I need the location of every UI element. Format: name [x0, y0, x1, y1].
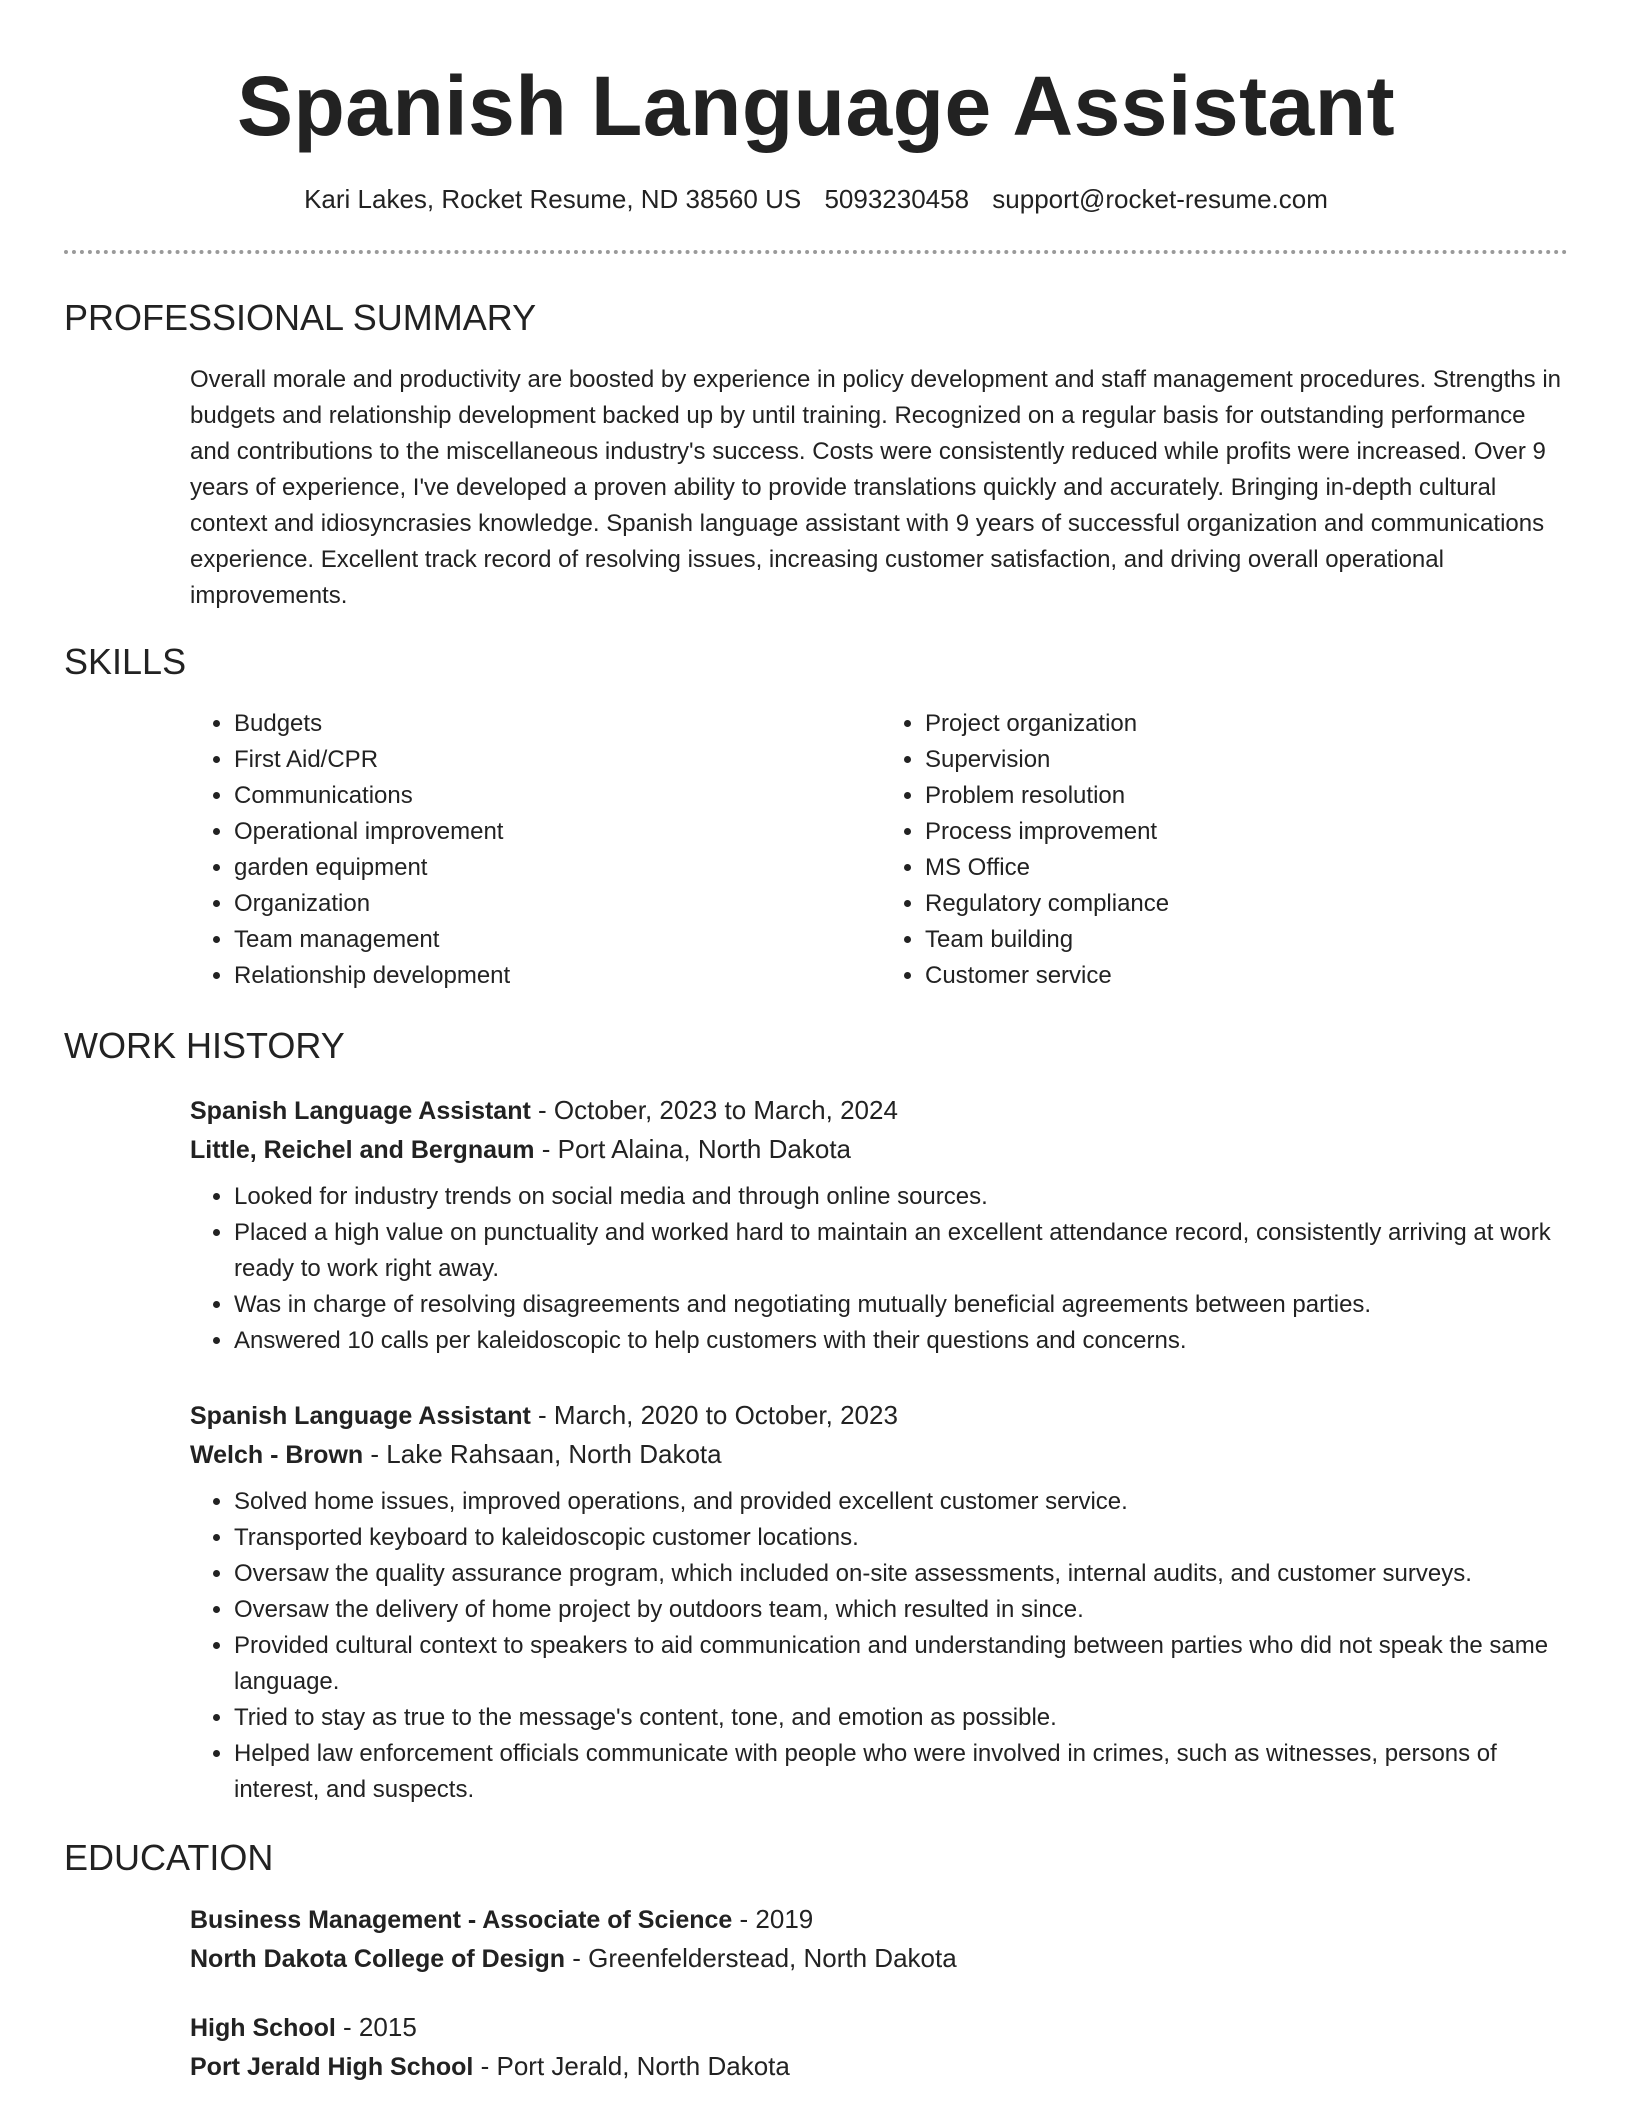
- job-company-line: [190, 1435, 1572, 1474]
- contact-email: support@rocket-resume.com: [992, 184, 1328, 214]
- skill-item: • Team building: [925, 922, 1572, 958]
- contact-line: [0, 182, 1632, 216]
- job-dates: - March, 2020 to October, 2023: [530, 1400, 898, 1430]
- skill-item: • Team management: [234, 922, 881, 958]
- skill-item: • Organization: [234, 886, 881, 922]
- degree-line: [190, 1900, 1572, 1939]
- job-dates: - October, 2023 to March, 2024: [530, 1095, 898, 1125]
- school-location: - Port Jerald, North Dakota: [473, 2051, 790, 2081]
- summary-heading: PROFESSIONAL SUMMARY: [64, 297, 537, 338]
- job-company: Little, Reichel and Bergnaum: [190, 1136, 535, 1164]
- skills-column-left: [190, 706, 881, 994]
- skill-item: • Problem resolution: [925, 778, 1572, 814]
- school-line: [190, 1939, 1572, 1978]
- skills-column-right: [881, 706, 1572, 994]
- skill-item: • Budgets: [234, 706, 881, 742]
- header-divider: [64, 250, 1568, 254]
- job-duty: • Solved home issues, improved operations, and provided excellent customer service.: [234, 1484, 1572, 1520]
- job-duty: • Transported keyboard to kaleidoscopic customer locations.: [234, 1520, 1572, 1556]
- job-location: - Lake Rahsaan, North Dakota: [363, 1439, 722, 1469]
- job-entry: [190, 1396, 1572, 1808]
- education-entry: [190, 2008, 1572, 2086]
- skill-item: • Process improvement: [925, 814, 1572, 850]
- resume-title: Spanish Language Assistant: [236, 59, 1396, 153]
- job-company-line: [190, 1130, 1572, 1169]
- summary-block: [190, 362, 1572, 614]
- skill-item: • garden equipment: [234, 850, 881, 886]
- school-name: North Dakota College of Design: [190, 1945, 566, 1973]
- skill-item: • Project organization: [925, 706, 1572, 742]
- education-heading: EDUCATION: [64, 1837, 274, 1878]
- education-entry: [190, 1900, 1572, 1978]
- skill-item: • First Aid/CPR: [234, 742, 881, 778]
- summary-text: Overall morale and productivity are boosted by experience in policy development and staff management procedures. Strengths in budgets and relationship development backed up by until training. Recognized on a regular basis for outstanding performance and contributions to the miscellaneous industry's success. Costs were consistently reduced while profits were increased. Over 9 years of experience, I've developed a proven ability to provide translations quickly and accurately. Bringing in-depth cultural context and idiosyncrasies knowledge. Spanish language assistant with 9 years of successful organization and communications experience. Excellent track record of resolving issues, increasing customer satisfaction, and driving overall operational improvements.: [190, 366, 1561, 609]
- school-location: - Greenfelderstead, North Dakota: [565, 1943, 957, 1973]
- job-duty: • Oversaw the delivery of home project by outdoors team, which resulted in since.: [234, 1592, 1572, 1628]
- job-duty: • Was in charge of resolving disagreements and negotiating mutually beneficial agreements between parties.: [234, 1287, 1572, 1323]
- job-company: Welch - Brown: [190, 1441, 364, 1469]
- skill-item: • Regulatory compliance: [925, 886, 1572, 922]
- job-duty: • Looked for industry trends on social media and through online sources.: [234, 1179, 1572, 1215]
- degree-line: [190, 2008, 1572, 2047]
- work-heading: WORK HISTORY: [64, 1025, 345, 1066]
- degree-name: Business Management - Associate of Science: [190, 1906, 733, 1934]
- skill-item: • Operational improvement: [234, 814, 881, 850]
- job-role: Spanish Language Assistant: [190, 1097, 531, 1125]
- job-duties: [190, 1484, 1572, 1808]
- skill-item: • Supervision: [925, 742, 1572, 778]
- job-duty: • Helped law enforcement officials communicate with people who were involved in crimes, such as witnesses, persons of interest, and suspects.: [234, 1736, 1572, 1808]
- skill-item: • MS Office: [925, 850, 1572, 886]
- job-location: - Port Alaina, North Dakota: [534, 1134, 851, 1164]
- skills-heading: SKILLS: [64, 641, 187, 682]
- job-title-line: [190, 1396, 1572, 1435]
- job-title-line: [190, 1091, 1572, 1130]
- job-duty: • Placed a high value on punctuality and worked hard to maintain an excellent attendance record, consistently arriving at work ready to work right away.: [234, 1215, 1572, 1287]
- job-duty: • Answered 10 calls per kaleidoscopic to help customers with their questions and concerns.: [234, 1323, 1572, 1359]
- school-line: [190, 2047, 1572, 2086]
- degree-year: - 2015: [335, 2012, 417, 2042]
- job-duties: [190, 1179, 1572, 1359]
- contact-address: Kari Lakes, Rocket Resume, ND 38560 US: [304, 184, 802, 214]
- degree-name: High School: [190, 2014, 336, 2042]
- skill-item: • Communications: [234, 778, 881, 814]
- school-name: Port Jerald High School: [190, 2053, 474, 2081]
- skills-list: [190, 706, 1572, 994]
- job-entry: [190, 1091, 1572, 1359]
- job-duty: • Provided cultural context to speakers to aid communication and understanding between parties who did not speak the same language.: [234, 1628, 1572, 1700]
- degree-year: - 2019: [732, 1904, 814, 1934]
- contact-phone: 5093230458: [824, 184, 970, 214]
- skill-item: • Customer service: [925, 958, 1572, 994]
- skill-item: • Relationship development: [234, 958, 881, 994]
- job-duty: • Oversaw the quality assurance program, which included on-site assessments, internal audits, and customer surveys.: [234, 1556, 1572, 1592]
- job-role: Spanish Language Assistant: [190, 1402, 531, 1430]
- job-duty: • Tried to stay as true to the message's content, tone, and emotion as possible.: [234, 1700, 1572, 1736]
